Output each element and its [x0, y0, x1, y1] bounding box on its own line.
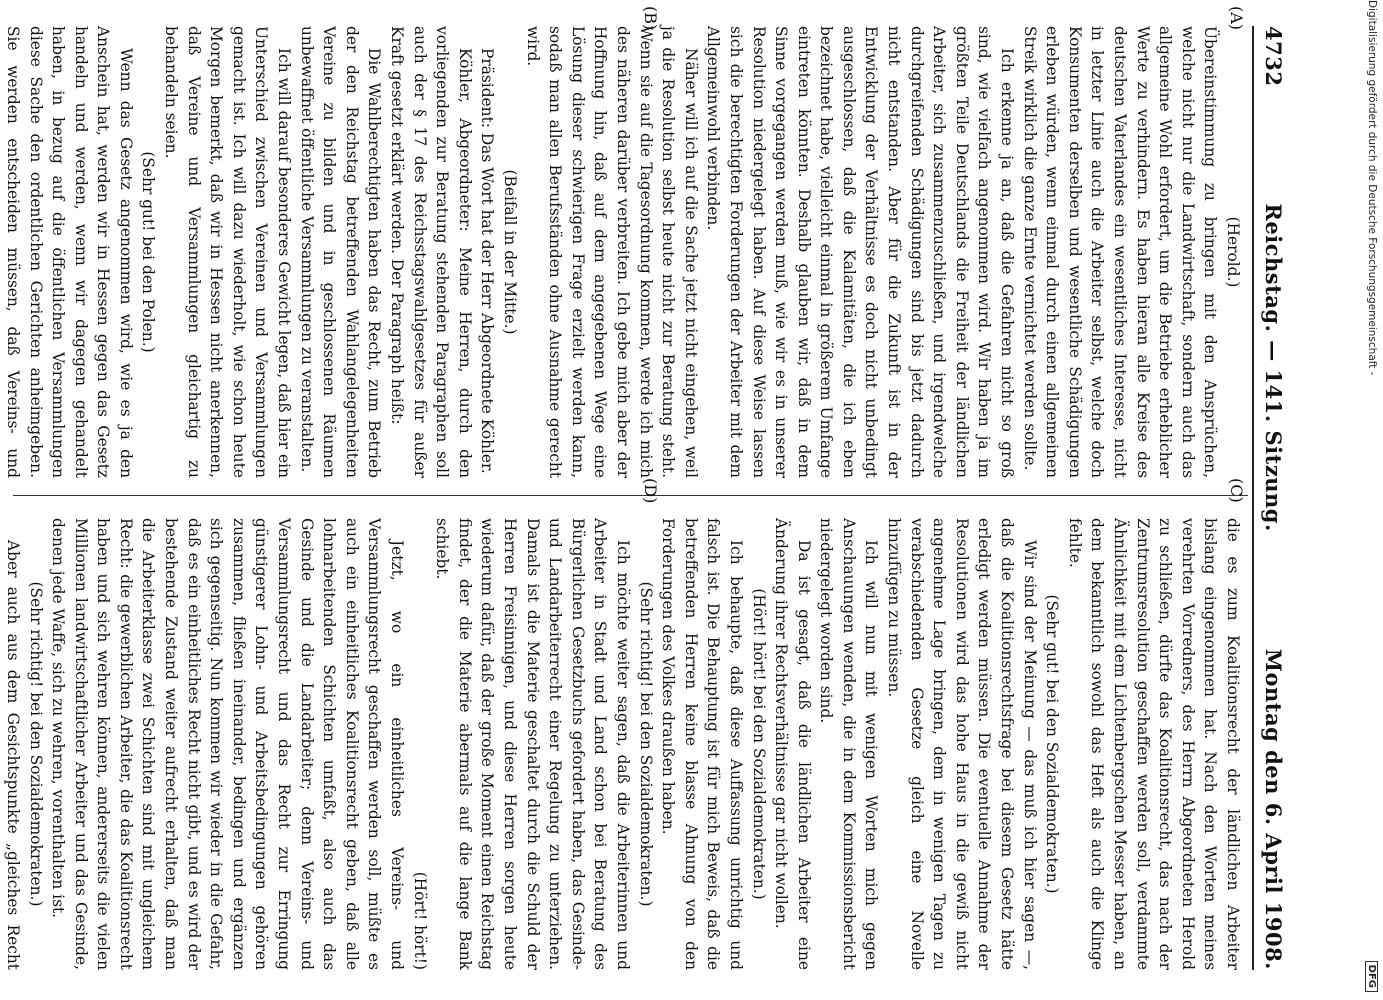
- paragraph: Ich erkenne ja an, daß die Gefahren nicht so groß sind, wie vielfach angenommen wird. Wir haben ja im größten Teile Deutschlands die Freiheit der ländlichen Arbeiter, sich zusammenzuschließen, und irgendwelche durchgreifenden Schädigungen sind bis jetzt dadurch nicht entstanden. Aber für die Zukunft ist in der Entwicklung der Verhältnisse es doch nicht unbedingt ausgeschlossen, daß die Kalamitäten, die ich eben bezeichnet habe, vielleicht einmal in größerem Umfange eintreten könnten. Deshalb glauben wir, daß in dem Sinne vorgegangen werden muß, wie wir es in unserer Resolution niedergelegt haben. Auf diese Weise lassen sich die berechtigten Forderungen der Arbeiter mit dem Allgemeinwohl verbinden.: [704, 26, 1017, 478]
- paragraph: Jetzt, wo ein einheitliches Vereins- und Versammlungsrecht geschaffen werden soll, müßte es auch ein einheitliches Koalitionsrecht geben, daß alle lohnarbeitenden Schichten umfaßt, also auch das Gesinde und die Landarbeiter; denn Vereins- und Versammlungsrecht und das Recht zur Erringung günstigerer Lohn- und Arbeitsbedingungen gehören zusammen, fließen ineinander, bedingen und ergänzen sich gegenseitig. Nun kommen wir wieder in die Gefahr, daß es ein einheitliches Recht nicht gibt, und es wird der bestehende Zustand weiter aufrecht erhalten, daß man die Arbeiterklasse zwei Schichten sind mit ungleichem Recht: die gewerblichen Arbeiter, die das Koalitionsrecht haben und sich wehren können, andererseits die vielen Millionen landwirtschaftlicher Arbeiter und das Gesinde, denen jede Waffe, sich zu wehren, vorenthalten ist.: [49, 518, 407, 970]
- interjection: (Beifall in der Mitte.): [501, 169, 519, 335]
- interjection: (Sehr gut! bei den Polen.): [139, 151, 158, 353]
- footer-text: Digitalisierung gefördert durch die Deutsche Forschungsgemeinschaft -: [1366, 0, 1378, 376]
- paragraph: Näher will ich auf die Sache jetzt nicht eingehen, weil ja die Resolution selbst heute nicht zur Beratung steht. Wenn sie auf die Tagesordnung kommen, werde ich mich des näheren darüber verbreiten. Ich gebe mich aber der Hoffnung hin, daß auf dem angegebenen Wege eine Lösung dieser schwierigen Frage erzielt werden kann, sodaß man allen Berufsständen ohne Ausnahme gerecht wird.: [523, 26, 700, 478]
- margin-mark-d: (D): [641, 478, 660, 504]
- interjection: (Sehr richtig! bei den Sozialdemokraten.): [636, 581, 655, 907]
- paragraph: Ich behaupte, daß diese Auffassung unrichtig und falsch ist. Die Behauptung ist für mich Beweis, daß die betreffenden Herren keine blasse Ahnung von den Forderungen des Volkes draußen haben.: [659, 518, 745, 970]
- paragraph: Wir sind der Meinung — das muß ich hier sagen —, daß die Koalitionsrechtsfrage bei diesem Gesetz hätte erledigt werden müssen. Die eventuelle Annahme der Resolutionen wird das hohe Haus in die gewiß nicht angenehme Lage bringen, dem in wenigen Tagen zu verabschiedenden Gesetze gleich eine Novelle hinzufügen zu müssen.: [885, 518, 1039, 970]
- left-column: [3, 26, 1244, 478]
- margin-mark-a: (A): [1227, 6, 1246, 31]
- dfg-logo: DFG: [1366, 961, 1379, 992]
- session-title: Reichstag. — 141. Sitzung.: [1261, 203, 1287, 532]
- paragraph: Die Wahlberechtigten haben das Recht, zum Betrieb der den Reichstag betreffenden Wahlangelegenheiten Vereine zu bilden und in geschlossenen Räumen unbewaffnet öffentliche Versammlungen zu veranstalten.: [297, 26, 384, 478]
- margin-mark-b: (B): [641, 6, 660, 31]
- scanned-page: [0, 8, 1300, 988]
- margin-mark-c: (C): [1227, 478, 1246, 503]
- header-rule: [1252, 26, 1254, 970]
- paragraph: Köhler, Abgeordneter: Meine Herren, durch den vorliegenden zur Beratung stehenden Paragraphen soll auch der § 17 des Reichsstagswahlgesetzes für außer Kraft gesetzt erklärt werden. Der Paragraph heißt:: [388, 26, 474, 478]
- page-number: 4732: [1261, 26, 1287, 87]
- paragraph: Ich will darauf besonderes Gewicht legen, daß hier ein Unterschied zwischen Vereinen und Versammlungen gemacht ist. Ich will dazu wiederholt, wie schon heute Morgen bemerkt, daß wir in Hessen nicht anerkennen, daß Vereine und Versammlungen gleichartig zu behandeln seien.: [162, 26, 294, 478]
- paragraph: Da ist gesagt, daß die ländlichen Arbeiter eine Änderung ihrer Rechtsverhältnisse gar nicht wollen.: [772, 518, 813, 970]
- interjection: (Sehr gut! bei den Sozialdemokraten.): [1043, 594, 1062, 894]
- right-column: [3, 518, 1244, 970]
- interjection: (Herold.): [1224, 216, 1242, 288]
- paragraph: Wenn das Gesetz angenommen wird, wie es ja den Anschein hat, werden wir in Hessen gegen das Gesetz handeln und werden, wenn wir dagegen gehandelt haben, in bezug auf die öffentlichen Versammlungen diese Sache den ordentlichen Gerichten anheimgeben. Sie werden entscheiden müssen, daß Vereins- und: [3, 26, 135, 478]
- paragraph: Aber auch aus dem Gesichtspunkte „gleiches Recht: [3, 540, 22, 970]
- paragraph: die es zum Koalitionsrecht der ländlichen Arbeiter bislang eingenommen hat. Nach den Worten meines verehrten Vorredners, des Herrn Abgeordneten Herold zu schließen, dürfte das Koalitionsrecht, das nach der Zentrumsresolution geschaffen werden soll, verdammte Ähnlichkeit mit dem Lichtenbergschen Messer haben, an dem bekanntlich sowohl das Heft als auch die Klinge fehlte.: [1065, 518, 1242, 970]
- interjection: (Hört! hört! bei den Sozialdemokraten.): [749, 588, 768, 900]
- paragraph: Präsident: Das Wort hat der Herr Abgeordnete Köhler.: [478, 48, 497, 474]
- session-date: Montag den 6. April 1908.: [1261, 648, 1287, 970]
- digitization-footer: [1361, 0, 1383, 1000]
- page-header: [1254, 26, 1294, 970]
- paragraph: Übereinstimmung zu bringen mit den Ansprüchen, welche nicht nur die Landwirtschaft, sondern auch das allgemeine Wohl erfordert, um die Betriebe erheblicher Werte zu verhindern. Es haben hieran alle Kreise des deutschen Vaterlandes ein wesentliches Interesse, nicht in letzter Linie auch die Arbeiter selbst, welche doch Konsumenten derselben und wesentliche Schädigungen erleben würden, wenn einmal durch einen allgemeinen Streik wirklich die ganze Ernte vernichtet werden sollte.: [1020, 26, 1220, 478]
- paragraph: Ich will nun mit wenigen Worten mich gegen Anschauungen wenden, die in dem Kommissionsbericht niedergelegt worden sind.: [817, 518, 881, 970]
- column-divider: [13, 495, 1248, 496]
- interjection: (Hört! hört!): [410, 871, 429, 970]
- interjection: (Sehr richtig! bei den Sozialdemokraten.): [26, 581, 45, 907]
- paragraph: Ich möchte weiter sagen, daß die Arbeiterinnen und Arbeiter in Stadt und Land schon bei Beratung des Bürgerlichen Gesetzbuchs gefordert haben, das Gesinde- und Landarbeiterrecht einer Regelung zu unterziehen. Damals ist die Materie geschaltet durch die Schuld der Herren Freisinnigen, und diese Herren sorgen heute wiederum dafür, daß der große Moment einen Reichstag findet, der die Materie abermals auf die lange Bank schiebt.: [433, 518, 632, 970]
